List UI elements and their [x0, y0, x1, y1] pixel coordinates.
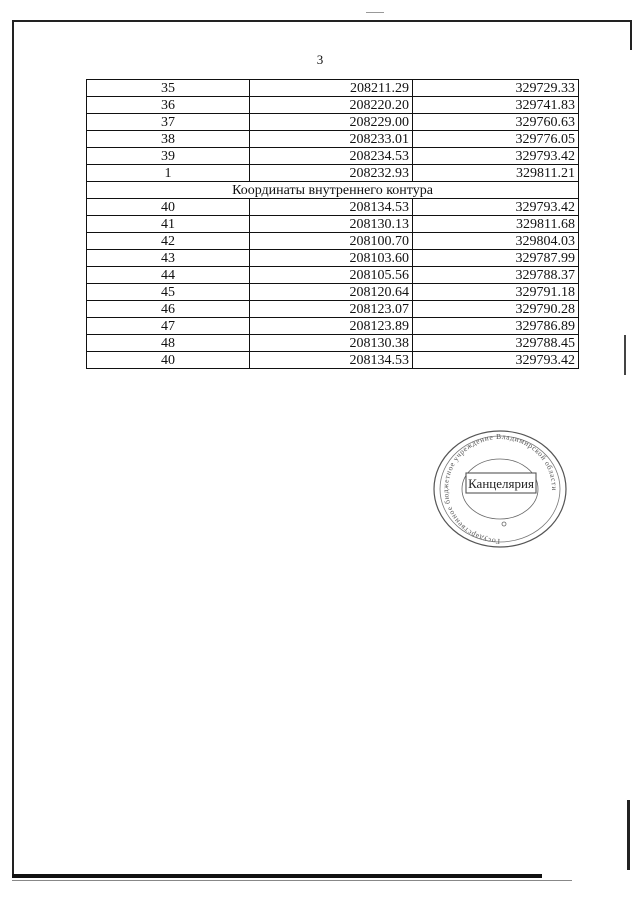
frame-line-top [12, 20, 632, 22]
point-number-cell: 36 [87, 97, 250, 114]
section-row [87, 182, 579, 199]
y-coordinate-cell: 329793.42 [413, 199, 579, 216]
y-coordinate-cell: 329793.42 [413, 148, 579, 165]
point-number-cell: 45 [87, 284, 250, 301]
table-row [87, 352, 579, 369]
x-coordinate-cell: 208130.13 [250, 216, 413, 233]
point-number-cell: 35 [87, 80, 250, 97]
x-coordinate-cell: 208229.00 [250, 114, 413, 131]
x-coordinate-cell: 208130.38 [250, 335, 413, 352]
x-coordinate-cell: 208211.29 [250, 80, 413, 97]
stamp-center-text: Канцелярия [468, 476, 534, 491]
point-number-cell: 47 [87, 318, 250, 335]
point-number-cell: 40 [87, 199, 250, 216]
point-number-cell: 39 [87, 148, 250, 165]
coordinates-table-section [87, 182, 579, 199]
table-row [87, 216, 579, 233]
point-number-cell: 40 [87, 352, 250, 369]
y-coordinate-cell: 329729.33 [413, 80, 579, 97]
point-number-cell: 37 [87, 114, 250, 131]
frame-line-left [12, 20, 14, 878]
frame-line-bottom [12, 874, 542, 878]
frame-line-right [630, 20, 632, 50]
table-row [87, 318, 579, 335]
point-number-cell: 41 [87, 216, 250, 233]
x-coordinate-cell: 208123.07 [250, 301, 413, 318]
table-row [87, 335, 579, 352]
section-title: Координаты внутреннего контура [87, 182, 579, 199]
coordinates-table-outer [87, 80, 579, 182]
x-coordinate-cell: 208103.60 [250, 250, 413, 267]
x-coordinate-cell: 208105.56 [250, 267, 413, 284]
point-number-cell: 48 [87, 335, 250, 352]
table-row [87, 148, 579, 165]
table-row [87, 114, 579, 131]
frame-line-right [627, 800, 630, 870]
x-coordinate-cell: 208120.64 [250, 284, 413, 301]
x-coordinate-cell: 208123.89 [250, 318, 413, 335]
frame-line-bottom [12, 880, 572, 881]
table-row [87, 284, 579, 301]
table-row [87, 233, 579, 250]
y-coordinate-cell: 329811.68 [413, 216, 579, 233]
y-coordinate-cell: 329787.99 [413, 250, 579, 267]
y-coordinate-cell: 329790.28 [413, 301, 579, 318]
y-coordinate-cell: 329791.18 [413, 284, 579, 301]
coordinates-table [86, 79, 579, 369]
point-number-cell: 1 [87, 165, 250, 182]
office-seal-stamp [428, 425, 572, 549]
y-coordinate-cell: 329741.83 [413, 97, 579, 114]
point-number-cell: 42 [87, 233, 250, 250]
x-coordinate-cell: 208233.01 [250, 131, 413, 148]
point-number-cell: 46 [87, 301, 250, 318]
point-number-cell: 38 [87, 131, 250, 148]
page-number: 3 [316, 52, 324, 67]
y-coordinate-cell: 329788.37 [413, 267, 579, 284]
y-coordinate-cell: 329776.05 [413, 131, 579, 148]
stamp-ring-text: Государственное бюджетное учреждение Владимирской области [440, 431, 560, 547]
table-row [87, 301, 579, 318]
table-row [87, 199, 579, 216]
coordinates-table-inner [87, 199, 579, 369]
point-number-cell: 44 [87, 267, 250, 284]
table-row [87, 165, 579, 182]
y-coordinate-cell: 329804.03 [413, 233, 579, 250]
y-coordinate-cell: 329788.45 [413, 335, 579, 352]
y-coordinate-cell: 329793.42 [413, 352, 579, 369]
table-row [87, 97, 579, 114]
table-row [87, 131, 579, 148]
table-row [87, 267, 579, 284]
x-coordinate-cell: 208134.53 [250, 352, 413, 369]
y-coordinate-cell: 329786.89 [413, 318, 579, 335]
y-coordinate-cell: 329760.63 [413, 114, 579, 131]
x-coordinate-cell: 208220.20 [250, 97, 413, 114]
scan-mark [366, 12, 384, 13]
table-row [87, 80, 579, 97]
x-coordinate-cell: 208234.53 [250, 148, 413, 165]
frame-line-right [624, 335, 626, 375]
x-coordinate-cell: 208232.93 [250, 165, 413, 182]
table-row [87, 250, 579, 267]
x-coordinate-cell: 208134.53 [250, 199, 413, 216]
point-number-cell: 43 [87, 250, 250, 267]
x-coordinate-cell: 208100.70 [250, 233, 413, 250]
y-coordinate-cell: 329811.21 [413, 165, 579, 182]
